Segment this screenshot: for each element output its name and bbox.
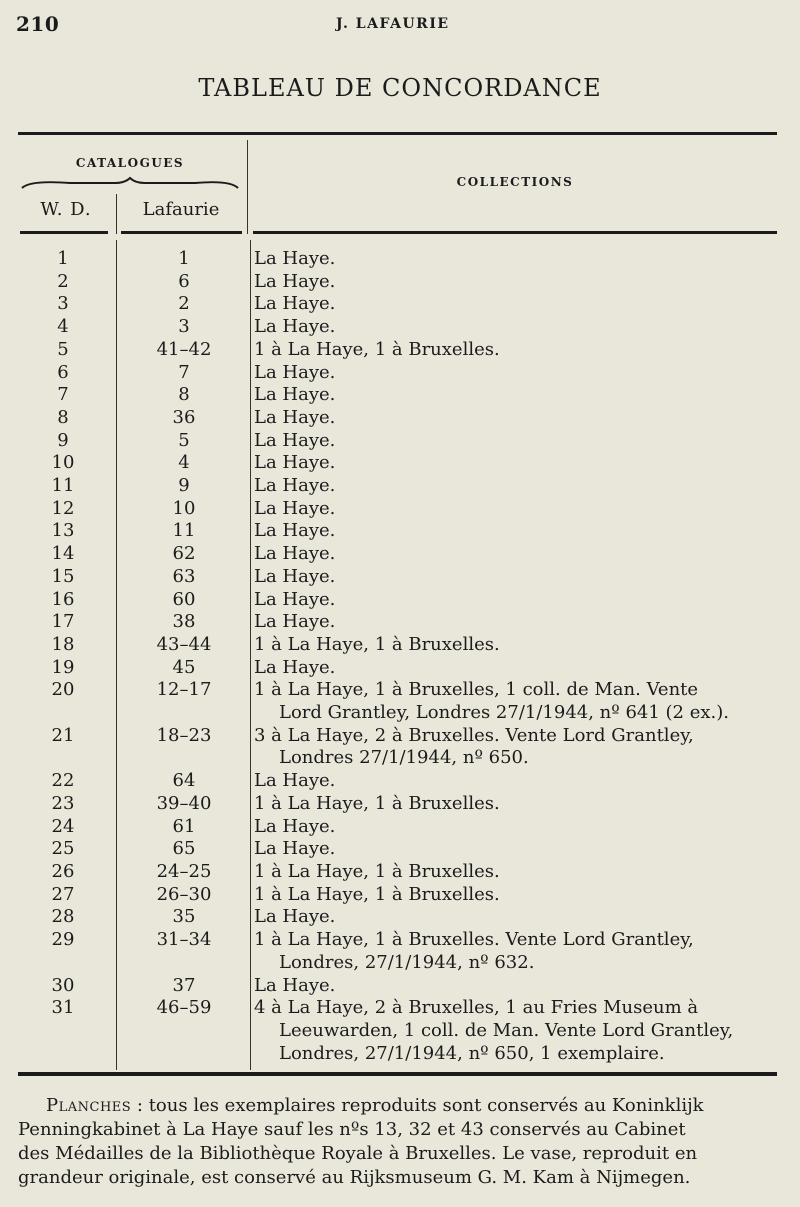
collections-line: La Haye. xyxy=(254,429,336,451)
collections-line: 1 à La Haye, 1 à Bruxelles. xyxy=(254,792,500,814)
table-row xyxy=(0,339,800,362)
lafaurie-number: 38 xyxy=(172,611,196,633)
lafaurie-number: 65 xyxy=(172,838,196,860)
table-row xyxy=(0,407,800,430)
wd-number: 18 xyxy=(51,633,75,655)
collections-cell xyxy=(250,679,784,724)
lafaurie-number: 2 xyxy=(178,293,190,315)
table-row xyxy=(0,611,800,634)
collections-line: La Haye. xyxy=(254,565,336,587)
catalogues-header: CATALOGUES xyxy=(75,156,185,170)
collections-line: 1 à La Haye, 1 à Bruxelles, 1 coll. de Man. Vente xyxy=(254,679,699,701)
lafaurie-number: 37 xyxy=(172,974,196,996)
table-row xyxy=(0,271,800,294)
collections-cell xyxy=(250,793,784,816)
wd-number: 3 xyxy=(57,293,69,315)
wd-number: 4 xyxy=(57,316,69,338)
wd-column-header: W. D. xyxy=(40,199,92,220)
page-number: 210 xyxy=(16,12,60,36)
collections-cell xyxy=(250,566,784,589)
wd-number: 25 xyxy=(51,838,75,860)
collections-cell xyxy=(250,975,784,998)
lafaurie-number: 60 xyxy=(172,588,196,610)
footnote-line: grandeur originale, est conservé au Rijksmuseum G. M. Kam à Nijmegen. xyxy=(18,1167,691,1188)
collections-line: 4 à La Haye, 2 à Bruxelles, 1 au Fries Museum à xyxy=(254,997,699,1019)
wd-number: 28 xyxy=(51,906,75,928)
column-divider xyxy=(247,140,248,234)
collections-cell xyxy=(250,543,784,566)
lafaurie-number: 41–42 xyxy=(156,338,212,360)
collections-line: La Haye. xyxy=(254,452,336,474)
footnote-line xyxy=(18,1094,780,1118)
table-row xyxy=(0,838,800,861)
collections-line: La Haye. xyxy=(254,248,336,269)
wd-number: 9 xyxy=(57,429,69,451)
lafaurie-number: 4 xyxy=(178,452,190,474)
collections-line: La Haye. xyxy=(254,906,336,928)
lafaurie-number: 26–30 xyxy=(156,883,212,905)
lafaurie-number: 39–40 xyxy=(156,792,212,814)
footnote-line: des Médailles de la Bibliothèque Royale à Bruxelles. Le vase, reproduit en xyxy=(18,1143,698,1164)
collections-cell xyxy=(250,293,784,316)
collections-line: 3 à La Haye, 2 à Bruxelles. Vente Lord Grantley, xyxy=(254,724,694,746)
collections-line: La Haye. xyxy=(254,974,336,996)
table-top-rule xyxy=(18,132,777,135)
collections-cell xyxy=(250,770,784,793)
collections-cell xyxy=(250,929,784,974)
wd-number: 2 xyxy=(57,270,69,292)
collections-cell xyxy=(250,657,784,680)
table-row xyxy=(0,997,800,1065)
lafaurie-number: 10 xyxy=(172,497,196,519)
lafaurie-number: 64 xyxy=(172,770,196,792)
wd-number: 21 xyxy=(51,724,75,746)
table-row xyxy=(0,452,800,475)
collections-line: 1 à La Haye, 1 à Bruxelles. xyxy=(254,633,500,655)
collections-cell xyxy=(250,520,784,543)
lafaurie-number: 35 xyxy=(172,906,196,928)
header-rule xyxy=(253,231,777,234)
collections-line: 1 à La Haye, 1 à Bruxelles. Vente Lord Grantley, xyxy=(254,929,694,951)
collections-line: La Haye. xyxy=(254,815,336,837)
lafaurie-number: 24–25 xyxy=(156,860,212,882)
collections-cell xyxy=(250,884,784,907)
table-row xyxy=(0,884,800,907)
table-row xyxy=(0,566,800,589)
collections-cell xyxy=(250,997,784,1065)
wd-number: 10 xyxy=(51,452,75,474)
collections-cell xyxy=(250,339,784,362)
header-rule xyxy=(121,231,242,234)
lafaurie-number: 45 xyxy=(172,656,196,678)
collections-line: 1 à La Haye, 1 à Bruxelles. xyxy=(254,338,500,360)
collections-cell xyxy=(250,475,784,498)
collections-line: La Haye. xyxy=(254,293,336,315)
catalogues-brace xyxy=(20,176,240,192)
lafaurie-number: 9 xyxy=(178,475,190,497)
wd-number: 12 xyxy=(51,497,75,519)
collections-line: La Haye. xyxy=(254,543,336,565)
column-divider xyxy=(116,194,117,234)
table-row xyxy=(0,816,800,839)
wd-number: 19 xyxy=(51,656,75,678)
collections-cell xyxy=(250,384,784,407)
wd-number: 7 xyxy=(57,384,69,406)
page-header xyxy=(16,10,780,36)
table-row xyxy=(0,589,800,612)
wd-number: 11 xyxy=(51,475,75,497)
footnote-text: : tous les exemplaires reproduits sont conservés au Koninklijk xyxy=(131,1095,704,1116)
lafaurie-number: 3 xyxy=(178,316,190,338)
wd-number: 1 xyxy=(57,248,69,269)
table-row xyxy=(0,861,800,884)
wd-number: 26 xyxy=(51,860,75,882)
collections-line: Londres, 27/1/1944, nº 632. xyxy=(279,951,535,973)
collections-line: La Haye. xyxy=(254,270,336,292)
header-rule xyxy=(20,231,108,234)
lafaurie-number: 31–34 xyxy=(156,929,212,951)
lafaurie-number: 8 xyxy=(178,384,190,406)
table-row xyxy=(0,679,800,724)
lafaurie-number: 43–44 xyxy=(156,633,212,655)
table-row xyxy=(0,316,800,339)
collections-line: La Haye. xyxy=(254,838,336,860)
lafaurie-number: 11 xyxy=(172,520,196,542)
wd-number: 24 xyxy=(51,815,75,837)
page-title: TABLEAU DE CONCORDANCE xyxy=(198,74,602,102)
lafaurie-number: 1 xyxy=(178,248,190,269)
footnote-label: Planches xyxy=(46,1095,132,1116)
collections-cell xyxy=(250,498,784,521)
table-row xyxy=(0,384,800,407)
collections-cell xyxy=(250,407,784,430)
table-row xyxy=(0,475,800,498)
table-row xyxy=(0,543,800,566)
collections-line: La Haye. xyxy=(254,316,336,338)
table-row xyxy=(0,725,800,770)
table-row xyxy=(0,929,800,974)
collections-cell xyxy=(250,861,784,884)
collections-line: La Haye. xyxy=(254,497,336,519)
collections-header: COLLECTIONS xyxy=(456,175,574,189)
lafaurie-number: 7 xyxy=(178,361,190,383)
wd-number: 31 xyxy=(51,997,75,1019)
lafaurie-number: 18–23 xyxy=(156,724,212,746)
collections-line: La Haye. xyxy=(254,611,336,633)
wd-number: 20 xyxy=(51,679,75,701)
collections-line: La Haye. xyxy=(254,520,336,542)
running-head: J. LAFAURIE xyxy=(336,16,450,32)
collections-cell xyxy=(250,838,784,861)
collections-line: La Haye. xyxy=(254,770,336,792)
table-row xyxy=(0,520,800,543)
collections-line: La Haye. xyxy=(254,384,336,406)
wd-number: 22 xyxy=(51,770,75,792)
table-row xyxy=(0,657,800,680)
wd-number: 27 xyxy=(51,883,75,905)
lafaurie-number: 61 xyxy=(172,815,196,837)
table-row xyxy=(0,430,800,453)
collections-cell xyxy=(250,634,784,657)
table-row xyxy=(0,498,800,521)
table-row xyxy=(0,770,800,793)
footnote-line: Penningkabinet à La Haye sauf les nºs 13, 32 et 43 conservés au Cabinet xyxy=(18,1119,686,1140)
wd-number: 16 xyxy=(51,588,75,610)
table-row xyxy=(0,975,800,998)
collections-cell xyxy=(250,611,784,634)
collections-cell xyxy=(250,725,784,770)
wd-number: 8 xyxy=(57,406,69,428)
collections-cell xyxy=(250,589,784,612)
collections-line: La Haye. xyxy=(254,361,336,383)
table-row xyxy=(0,248,800,271)
lafaurie-number: 63 xyxy=(172,565,196,587)
table-row xyxy=(0,906,800,929)
lafaurie-number: 5 xyxy=(178,429,190,451)
collections-cell xyxy=(250,248,784,271)
collections-cell xyxy=(250,816,784,839)
collections-line: 1 à La Haye, 1 à Bruxelles. xyxy=(254,883,500,905)
wd-number: 14 xyxy=(51,543,75,565)
lafaurie-column-header: Lafaurie xyxy=(142,199,220,220)
collections-cell xyxy=(250,362,784,385)
collections-line: Leeuwarden, 1 coll. de Man. Vente Lord Grantley, xyxy=(279,1019,734,1041)
table-row xyxy=(0,634,800,657)
collections-line: Lord Grantley, Londres 27/1/1944, nº 641 (2 ex.). xyxy=(279,702,729,724)
collections-cell xyxy=(250,316,784,339)
lafaurie-number: 62 xyxy=(172,543,196,565)
planches-note xyxy=(18,1094,780,1190)
wd-number: 15 xyxy=(51,565,75,587)
wd-number: 13 xyxy=(51,520,75,542)
collections-line: La Haye. xyxy=(254,656,336,678)
collections-line: Londres 27/1/1944, nº 650. xyxy=(279,747,529,769)
wd-number: 30 xyxy=(51,974,75,996)
wd-number: 23 xyxy=(51,792,75,814)
wd-number: 5 xyxy=(57,338,69,360)
table-row xyxy=(0,793,800,816)
collections-line: 1 à La Haye, 1 à Bruxelles. xyxy=(254,860,500,882)
collections-cell xyxy=(250,271,784,294)
table-bottom-rule xyxy=(18,1072,777,1076)
wd-number: 17 xyxy=(51,611,75,633)
collections-cell xyxy=(250,452,784,475)
lafaurie-number: 36 xyxy=(172,406,196,428)
wd-number: 29 xyxy=(51,929,75,951)
collections-line: La Haye. xyxy=(254,588,336,610)
lafaurie-number: 6 xyxy=(178,270,190,292)
collections-cell xyxy=(250,430,784,453)
table-row xyxy=(0,362,800,385)
collections-line: La Haye. xyxy=(254,406,336,428)
concordance-table-body xyxy=(0,248,800,1065)
lafaurie-number: 46–59 xyxy=(156,997,212,1019)
collections-line: Londres, 27/1/1944, nº 650, 1 exemplaire. xyxy=(279,1042,665,1064)
lafaurie-number: 12–17 xyxy=(156,679,212,701)
collections-line: La Haye. xyxy=(254,475,336,497)
table-row xyxy=(0,293,800,316)
wd-number: 6 xyxy=(57,361,69,383)
collections-cell xyxy=(250,906,784,929)
